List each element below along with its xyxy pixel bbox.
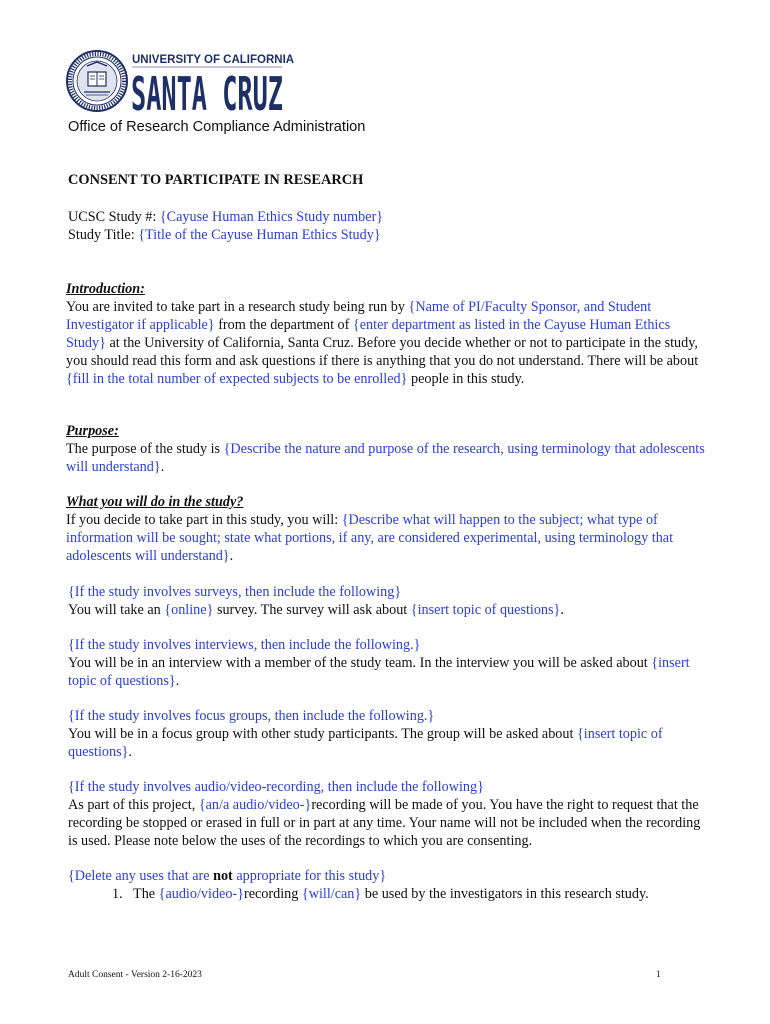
focus-groups-condition: {If the study involves focus groups, then include the following.} (68, 708, 435, 724)
purpose-placeholder: {Describe the nature and purpose of the research, using terminology that adolescents will understand} (66, 441, 705, 475)
study-number-line (68, 208, 383, 226)
recording-text-1: As part of this project, (68, 797, 196, 813)
interviews-text-2: . (175, 673, 180, 689)
recording-body (68, 796, 708, 850)
ucsc-wordmark (131, 52, 352, 121)
recording-section (68, 778, 708, 850)
introduction-heading: Introduction: (66, 281, 145, 297)
interviews-section (68, 636, 708, 690)
study-title-placeholder: {Title of the Cayuse Human Ethics Study} (138, 227, 381, 243)
surveys-condition: {If the study involves surveys, then include the following} (68, 584, 402, 600)
intro-text-2: from the department of (218, 317, 350, 333)
delete-note-text-1: {Delete any uses that are (68, 868, 210, 884)
purpose-text-2: . (160, 459, 165, 475)
introduction-section (66, 280, 706, 388)
intro-text-3: at the University of California, Santa Cruz. Before you decide whether or not to participate in the study, you should read this form and ask questions if there is anything that you do not understand. There will be about (66, 335, 699, 369)
purpose-heading: Purpose: (66, 423, 119, 439)
surveys-text-2: survey. The survey will ask about (216, 602, 408, 618)
study-number-label: UCSC Study #: (68, 209, 157, 225)
item-text-2: recording (243, 886, 299, 902)
document-title: CONSENT TO PARTICIPATE IN RESEARCH (68, 172, 364, 188)
procedures-text-2: . (229, 548, 234, 564)
delete-note-bold: not (213, 868, 233, 884)
interviews-condition: {If the study involves interviews, then include the following.} (68, 637, 421, 653)
office-name: Office of Research Compliance Administration (68, 119, 366, 135)
item-will-can-placeholder: {will/can} (301, 886, 362, 902)
delete-uses-note (68, 867, 386, 885)
university-seal-icon (66, 50, 128, 112)
introduction-body (66, 298, 706, 388)
procedures-section (66, 493, 706, 565)
surveys-section (68, 583, 708, 619)
procedures-text-1: If you decide to take part in this study, you will: (66, 512, 339, 528)
procedures-heading: What you will do in the study? (66, 494, 244, 510)
intro-text-1: You are invited to take part in a research study being run by (66, 299, 405, 315)
intro-text-4: people in this study. (410, 371, 525, 387)
item-recording-type-placeholder: {audio/video-} (158, 886, 244, 902)
procedures-body (66, 511, 706, 565)
study-title-line (68, 226, 381, 244)
pi-placeholder: {Name of PI/Faculty Sponsor, and Student Investigator if applicable} (66, 299, 652, 333)
recording-type-placeholder: {an/a audio/video-} (198, 797, 312, 813)
surveys-text-3: . (560, 602, 564, 618)
page-number: 1 (656, 970, 661, 980)
department-placeholder: {enter department as listed in the Cayuse Human Ethics Study} (66, 317, 671, 351)
svg-text:SANTA CRUZ: SANTA CRUZ (131, 67, 283, 121)
surveys-text-1: You will take an (68, 602, 161, 618)
item-number: 1. (112, 886, 123, 902)
recording-condition: {If the study involves audio/video-recording, then include the following} (68, 779, 484, 795)
recording-use-item-1 (112, 885, 649, 903)
footer-version: Adult Consent - Version 2-16-2023 (68, 970, 202, 980)
study-number-placeholder: {Cayuse Human Ethics Study number} (159, 209, 384, 225)
recording-text-2: recording will be made of you. You have the right to request that the recording be stopped or erased in full or in part at any time. Your name will not be included when the recording is used. Please note below the uses of the recordings to which you are consenting. (68, 797, 701, 849)
surveys-body (68, 601, 708, 619)
delete-note-text-2: appropriate for this study} (236, 868, 387, 884)
focus-groups-section (68, 707, 708, 761)
purpose-section (66, 422, 706, 476)
purpose-body (66, 440, 706, 476)
interviews-body (68, 654, 708, 690)
purpose-text-1: The purpose of the study is (66, 441, 221, 457)
procedures-placeholder: {Describe what will happen to the subject; what type of information will be sought; state what portions, if any, are considered experimental, using terminology that adolescents will understand} (66, 512, 674, 564)
focus-topic-placeholder: {insert topic of questions} (68, 726, 663, 760)
survey-topic-placeholder: {insert topic of questions} (410, 602, 561, 618)
focus-text-1: You will be in a focus group with other study participants. The group will be asked about (68, 726, 574, 742)
item-text-3: be used by the investigators in this research study. (364, 886, 649, 902)
item-text-1: The (133, 886, 156, 902)
subject-count-placeholder: {fill in the total number of expected subjects to be enrolled} (66, 371, 408, 387)
interview-topic-placeholder: {insert topic of questions} (68, 655, 690, 689)
study-title-label: Study Title: (68, 227, 135, 243)
survey-mode-placeholder: {online} (164, 602, 214, 618)
focus-groups-body (68, 725, 708, 761)
focus-text-2: . (128, 744, 132, 760)
svg-text:UNIVERSITY OF CALIFORNIA: UNIVERSITY OF CALIFORNIA (132, 54, 295, 66)
interviews-text-1: You will be in an interview with a member of the study team. In the interview you will be asked about (68, 655, 648, 671)
